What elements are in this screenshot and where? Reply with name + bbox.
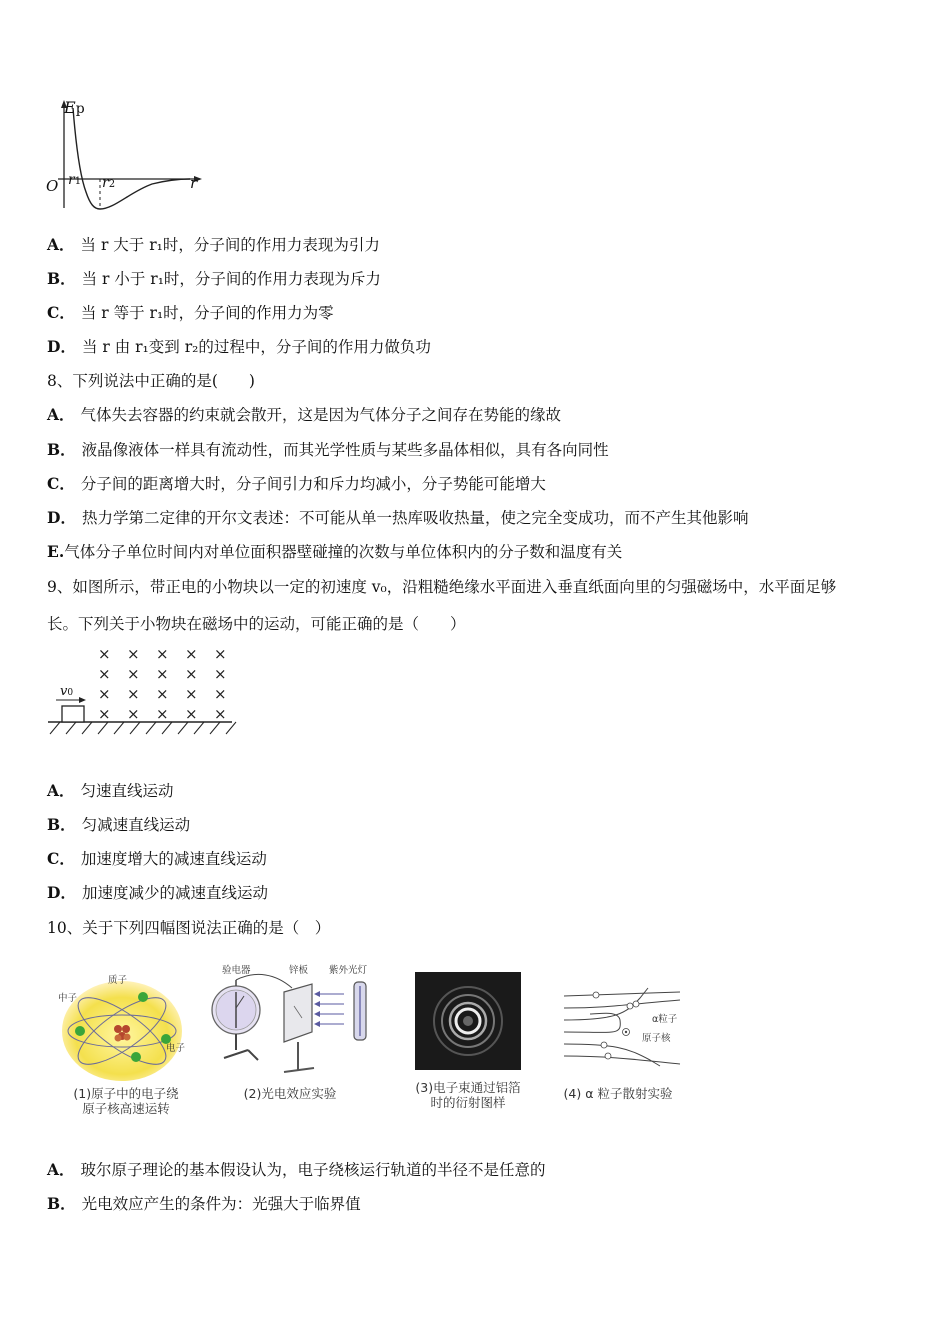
v0-label: v0	[60, 684, 74, 699]
field-x-mark: ×	[98, 665, 111, 683]
alpha-particle-label: α粒子	[652, 1014, 678, 1025]
electroscope-label: 验电器	[222, 965, 251, 976]
r2-label: r2	[102, 175, 116, 191]
q10-option-a[interactable]: A． 玻尔原子理论的基本假设认为，电子绕核运行轨道的半径不是任意的	[47, 1160, 546, 1179]
q9-option-d[interactable]: D． 加速度减少的减速直线运动	[47, 883, 268, 902]
r-axis-label: r	[190, 174, 198, 192]
q9-option-b[interactable]: B． 匀减速直线运动	[47, 815, 191, 834]
fig3-caption: (3)电子束通过铝箔 时的衍射图样	[415, 1080, 521, 1110]
field-x-mark: ×	[185, 705, 198, 723]
fig2-caption: (2)光电效应实验	[243, 1086, 337, 1101]
electron-label: 电子	[166, 1043, 186, 1054]
neutron-label: 中子	[58, 993, 78, 1004]
photoelectric-figure	[206, 962, 386, 1082]
q10-stem: 10、关于下列四幅图说法正确的是（ ）	[47, 919, 331, 937]
field-x-mark: ×	[98, 685, 111, 703]
field-x-mark: ×	[214, 685, 227, 703]
field-x-mark: ×	[127, 705, 140, 723]
fig1-caption: (1)原子中的电子绕 原子核高速运转	[73, 1086, 179, 1116]
q7-option-c[interactable]: C． 当 r 等于 r₁时，分子间的作用力为零	[47, 303, 334, 322]
uv-lamp-label: 紫外光灯	[329, 965, 368, 976]
q8-option-b[interactable]: B． 液晶像液体一样具有流动性，而其光学性质与某些多晶体相似，具有各向同性	[47, 440, 609, 459]
q7-option-a[interactable]: A． 当 r 大于 r₁时，分子间的作用力表现为引力	[47, 235, 380, 254]
field-x-mark: ×	[127, 645, 140, 663]
q7-option-b[interactable]: B． 当 r 小于 r₁时，分子间的作用力表现为斥力	[47, 269, 381, 288]
q10-option-b[interactable]: B． 光电效应产生的条件为：光强大于临界值	[47, 1194, 361, 1213]
q9-option-c[interactable]: C． 加速度增大的减速直线运动	[47, 849, 267, 868]
field-x-mark: ×	[185, 645, 198, 663]
field-x-mark: ×	[185, 685, 198, 703]
q8-stem: 8、下列说法中正确的是( )	[47, 372, 255, 390]
field-x-mark: ×	[156, 685, 169, 703]
field-x-mark: ×	[156, 645, 169, 663]
zinc-plate-label: 锌板	[289, 965, 309, 976]
field-x-mark: ×	[127, 665, 140, 683]
q8-option-d[interactable]: D． 热力学第二定律的开尔文表述：不可能从单一热库吸收热量，使之完全变成功，而不产生其他影响	[47, 508, 749, 527]
proton-label: 质子	[108, 975, 128, 986]
q9-option-a[interactable]: A． 匀速直线运动	[47, 781, 174, 800]
fig4-caption: (4) α 粒子散射实验	[563, 1086, 673, 1101]
field-x-mark: ×	[214, 705, 227, 723]
field-x-mark: ×	[214, 645, 227, 663]
q9-stem-line2: 长。下列关于小物块在磁场中的运动，可能正确的是（ ）	[47, 615, 466, 633]
q8-option-e[interactable]: E.气体分子单位时间内对单位面积器壁碰撞的次数与单位体积内的分子数和温度有关	[47, 542, 623, 561]
q8-option-c[interactable]: C． 分子间的距离增大时，分子间引力和斥力均减小，分子势能可能增大	[47, 474, 546, 493]
field-x-mark: ×	[185, 665, 198, 683]
q9-stem-line1: 9、如图所示，带正电的小物块以一定的初速度 v₀，沿粗糙绝缘水平面进入垂直纸面向里的匀强磁场中，水平面足够	[47, 578, 837, 596]
alpha-scattering-figure	[560, 984, 690, 1070]
q8-option-a[interactable]: A． 气体失去容器的约束就会散开，这是因为气体分子之间存在势能的缘故	[47, 405, 562, 424]
field-x-mark: ×	[127, 685, 140, 703]
ep-axis-label: Ep	[64, 98, 85, 117]
nucleus-label: 原子核	[642, 1033, 671, 1044]
field-x-mark: ×	[98, 705, 111, 723]
diffraction-pattern-figure	[415, 972, 521, 1070]
r1-label: r1	[68, 172, 82, 188]
field-x-mark: ×	[214, 665, 227, 683]
origin-label: O	[46, 177, 59, 195]
field-x-mark: ×	[98, 645, 111, 663]
field-x-mark: ×	[156, 705, 169, 723]
field-x-mark: ×	[156, 665, 169, 683]
q7-option-d[interactable]: D． 当 r 由 r₁变到 r₂的过程中，分子间的作用力做负功	[47, 337, 431, 356]
